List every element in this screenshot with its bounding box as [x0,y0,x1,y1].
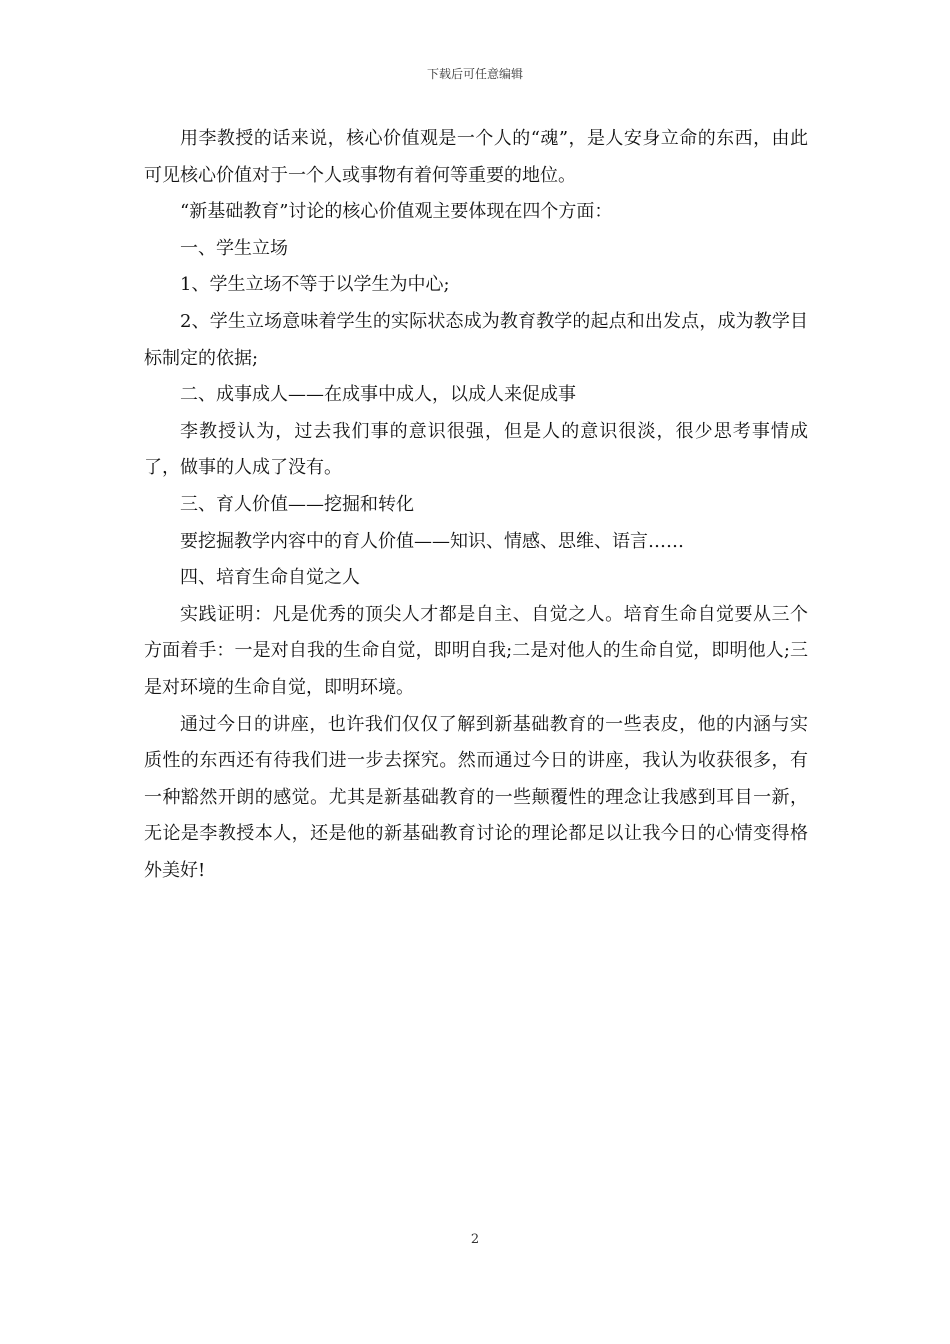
paragraph-conclusion: 通过今日的讲座，也许我们仅仅了解到新基础教育的一些表皮，他的内涵与实质性的东西还有待我们进一步去探究。然而通过今日的讲座，我认为收获很多，有一种豁然开朗的感觉。尤其是新基础教育的一些颠覆性的理念让我感到耳目一新，无论是李教授本人，还是他的新基础教育讨论的理论都足以让我今日的心情变得格外美好! [144,713,808,881]
list-item-2: 2、学生立场意味着学生的实际状态成为教育教学的起点和出发点，成为教学目标制定的依据; [144,310,808,369]
page-header [0,66,950,82]
document-body [144,121,808,889]
heading-student-stance: 一、学生立场 [180,237,288,259]
heading-life-consciousness: 四、培育生命自觉之人 [180,567,360,589]
paragraph-explore-value: 要挖掘教学内容中的育人价值——知识、情感、思维、语言…… [180,530,684,552]
heading-achieve-people: 二、成事成人——在成事中成人，以成人来促成事 [180,384,576,406]
list-item-1: 1、学生立场不等于以学生为中心; [180,274,450,296]
paragraph-professor-opinion: 李教授认为，过去我们事的意识很强，但是人的意识很淡，很少思考事情成了，做事的人成了没有。 [144,420,808,479]
paragraph-core-values-intro: 用李教授的话来说，核心价值观是一个人的“魂”，是人安身立命的东西，由此可见核心价值对于一个人或事物有着何等重要的地位。 [144,128,808,186]
heading-educational-value: 三、育人价值——挖掘和转化 [180,493,414,515]
header-text: 下载后可任意编辑 [426,67,523,81]
page-footer [0,1232,950,1248]
paragraph-four-aspects: “新基础教育”讨论的核心价值观主要体现在四个方面： [180,201,613,223]
page-number: 2 [470,1232,480,1247]
paragraph-practice-proof: 实践证明：凡是优秀的顶尖人才都是自主、自觉之人。培育生命自觉要从三个方面着手：一是对自我的生命自觉，即明自我;二是对他人的生命自觉，即明他人;三是对环境的生命自觉，即明环境。 [144,603,808,698]
